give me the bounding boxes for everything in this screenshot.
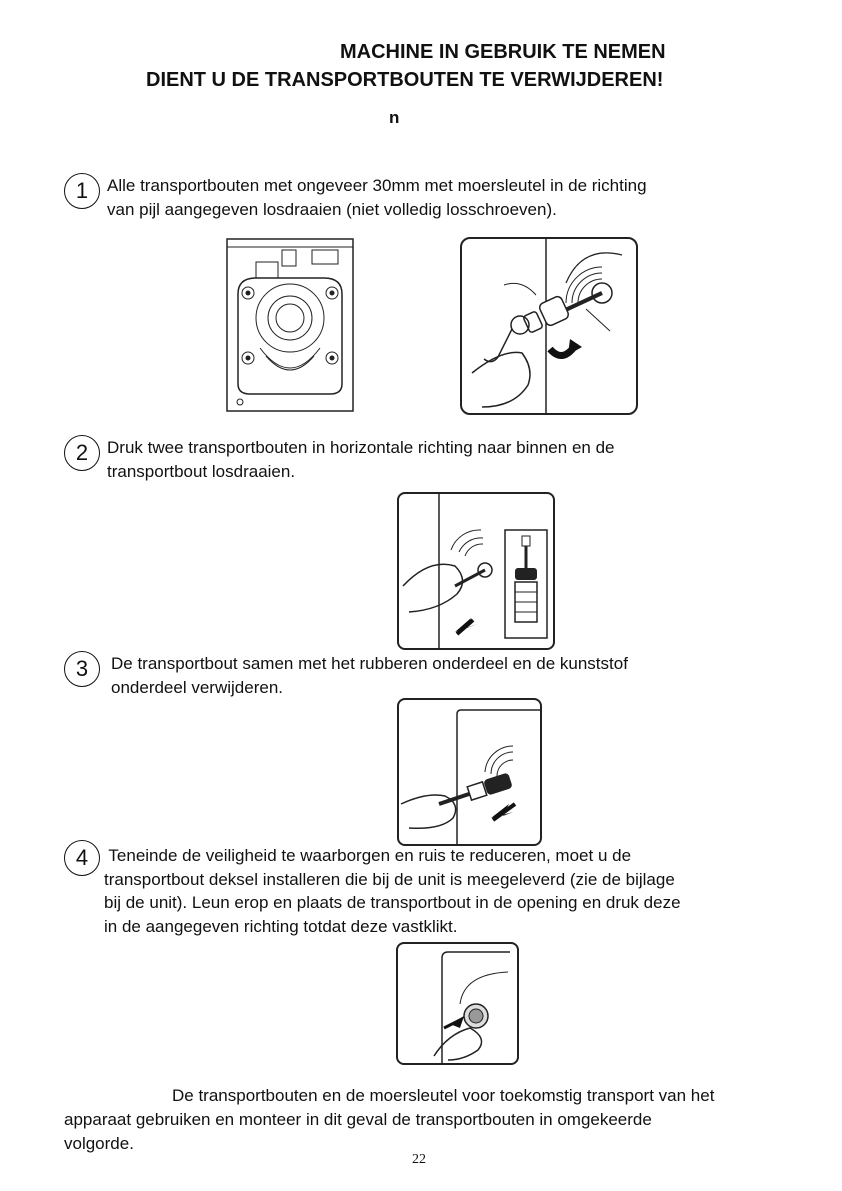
closing-line-3: volgorde. xyxy=(64,1134,134,1153)
figure-push-bolt xyxy=(397,492,555,650)
figure-machine-rear xyxy=(226,238,354,412)
page-number: 22 xyxy=(412,1152,426,1167)
figure-wrench-loosen xyxy=(460,237,638,415)
closing-line-2: apparaat gebruiken en monteer in dit geval de transportbouten in omgekeerde xyxy=(64,1110,652,1129)
heading-line-2: DIENT U DE TRANSPORTBOUTEN TE VERWIJDEREN! xyxy=(146,69,664,91)
step-4-text: Teneinde de veiligheid te waarborgen en ruis te reduceren, moet u de transportbout deksel installeren die bij de unit is meegeleverd (zie de bijlage bij de unit). Leun erop en plaats de transportbout in de opening en druk deze in de aangegeven richting totdat deze vastklikt. xyxy=(104,846,681,936)
step-1-text: Alle transportbouten met ongeveer 30mm met moersleutel in de richting van pijl aangegeven losdraaien (niet volledig losschroeven). xyxy=(107,176,647,219)
heading-line-1: MACHINE IN GEBRUIK TE NEMEN xyxy=(340,41,666,63)
step-3-number: 3 xyxy=(64,651,100,687)
step-1-number: 1 xyxy=(64,173,100,209)
heading-mark: n xyxy=(389,108,400,127)
closing-line-1: De transportbouten en de moersleutel voor toekomstig transport van het xyxy=(172,1086,715,1105)
step-3-text: De transportbout samen met het rubberen onderdeel en de kunststof onderdeel verwijderen. xyxy=(111,654,628,697)
figure-remove-bolt xyxy=(397,698,542,846)
step-2-text: Druk twee transportbouten in horizontale richting naar binnen en de transportbout losdraaien. xyxy=(107,438,615,481)
step-4-number: 4 xyxy=(64,840,100,876)
step-2-number: 2 xyxy=(64,435,100,471)
figure-install-cover xyxy=(396,942,519,1065)
